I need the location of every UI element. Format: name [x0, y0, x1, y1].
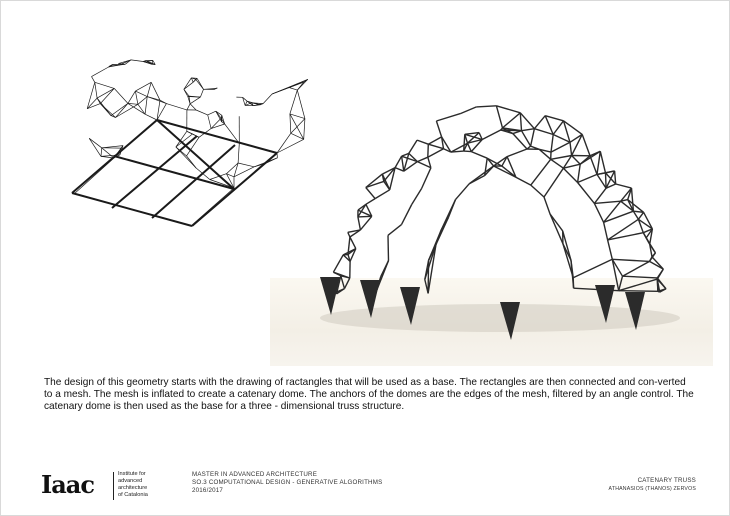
rendered-truss-image [300, 82, 700, 352]
program-info [192, 471, 452, 496]
project-author: ATHANASIOS (THANOS) ZERVOS [608, 486, 696, 492]
course-title: SO.3 COMPUTATIONAL DESIGN - GENERATIVE ALGORITHMS [192, 479, 383, 487]
project-title: CATENARY TRUSS [637, 477, 696, 484]
program-title: MASTER IN ADVANCED ARCHITECTURE [192, 471, 318, 478]
logo-divider [113, 472, 114, 500]
institute-name: Institute for advanced architecture of Catalonia [118, 471, 148, 498]
project-info [520, 477, 696, 493]
academic-year: 2016/2017 [192, 487, 224, 495]
description-text: The design of this geometry starts with the drawing of ractangles that will be used as a base. The rectangles are then connected and con-verted to a mesh. The mesh is inflated to create a catenary dome. The anchors of the domes are the edges of the mesh, filtered by an angle control. The catenary dome is then used as the base for a three - dimensional truss structure. [44, 377, 694, 413]
wireframe-drawing [52, 18, 342, 248]
iaac-logo: Iaac [41, 470, 94, 499]
